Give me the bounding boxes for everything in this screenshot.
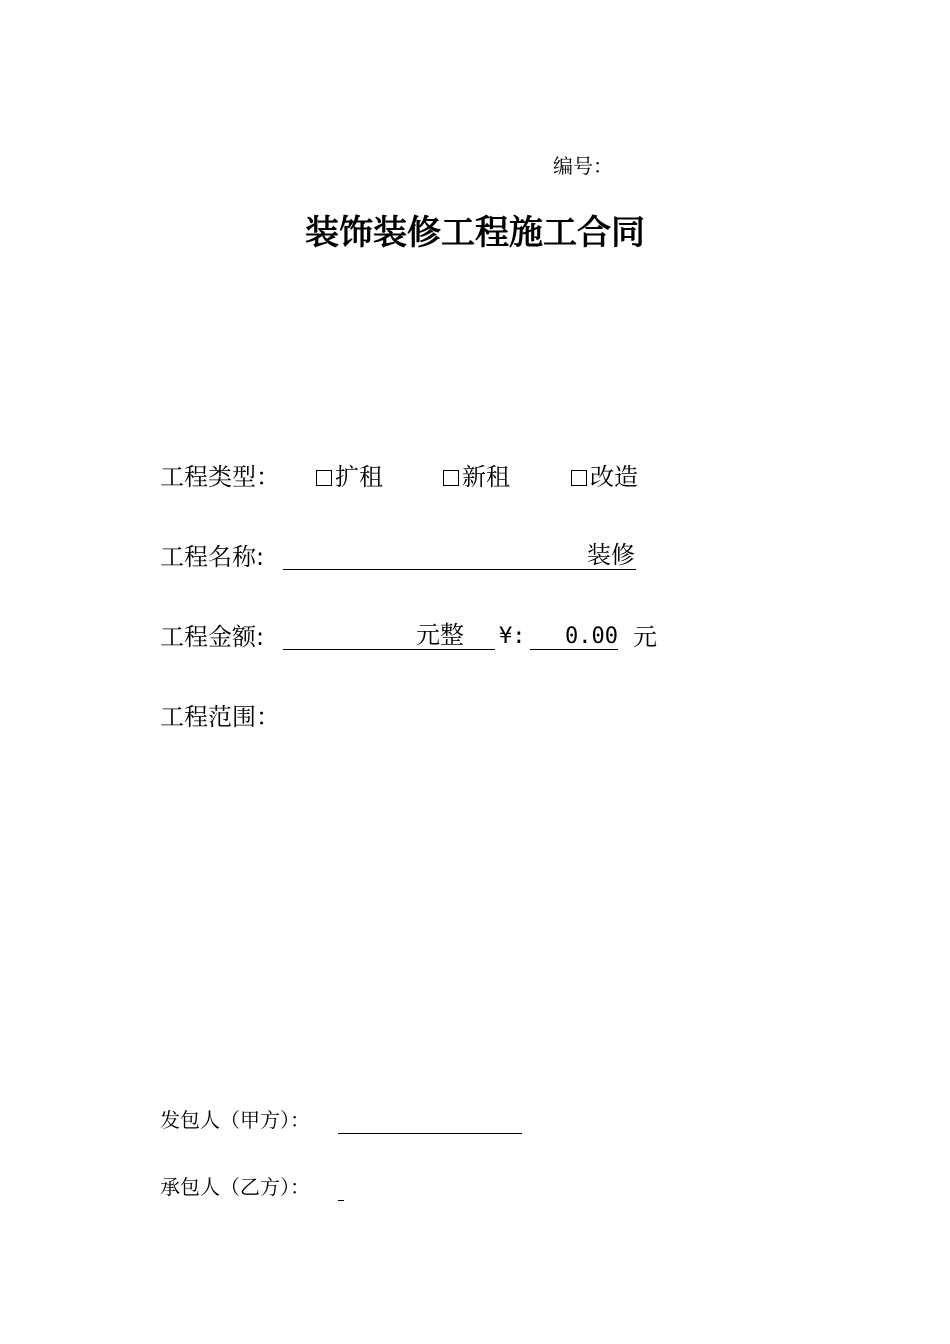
checkbox-icon[interactable] — [316, 470, 332, 486]
party-a-label: 发包人（甲方）： — [160, 1108, 310, 1132]
project-amount-label: 工程金额: — [160, 623, 265, 651]
amount-figure-value: 0.00 — [530, 623, 618, 650]
amount-words-trailing-line — [464, 623, 495, 650]
party-b-blank-line — [338, 1174, 344, 1201]
option-label: 扩租 — [335, 463, 383, 491]
project-name-label: 工程名称: — [160, 543, 265, 571]
option-renovation[interactable] — [571, 465, 638, 489]
project-name-field[interactable] — [283, 543, 636, 570]
party-b-label: 承包人（乙方）： — [160, 1175, 310, 1199]
amount-unit: 元 — [633, 623, 657, 651]
project-name-blank-line — [283, 543, 586, 570]
project-type-label: 工程类型： — [160, 463, 280, 491]
contract-number-label: 编号： — [553, 154, 613, 178]
project-name-value: 装修 — [587, 541, 635, 569]
amount-figure-field[interactable] — [530, 623, 618, 650]
party-a-blank-line — [338, 1107, 522, 1134]
project-scope-label: 工程范围： — [160, 703, 280, 731]
option-expansion-lease[interactable] — [316, 465, 383, 489]
currency-symbol: ¥: — [499, 624, 526, 649]
amount-words-suffix: 元整 — [416, 621, 464, 649]
checkbox-icon[interactable] — [443, 470, 459, 486]
option-new-lease[interactable] — [443, 465, 510, 489]
option-label: 新租 — [462, 463, 510, 491]
amount-words-blank-line — [283, 623, 416, 650]
party-b-field[interactable] — [338, 1174, 344, 1201]
party-a-field[interactable] — [338, 1107, 522, 1134]
checkbox-icon[interactable] — [571, 470, 587, 486]
amount-in-words-field[interactable] — [283, 623, 495, 650]
option-label: 改造 — [590, 463, 638, 491]
contract-title: 装饰装修工程施工合同 — [305, 213, 645, 253]
